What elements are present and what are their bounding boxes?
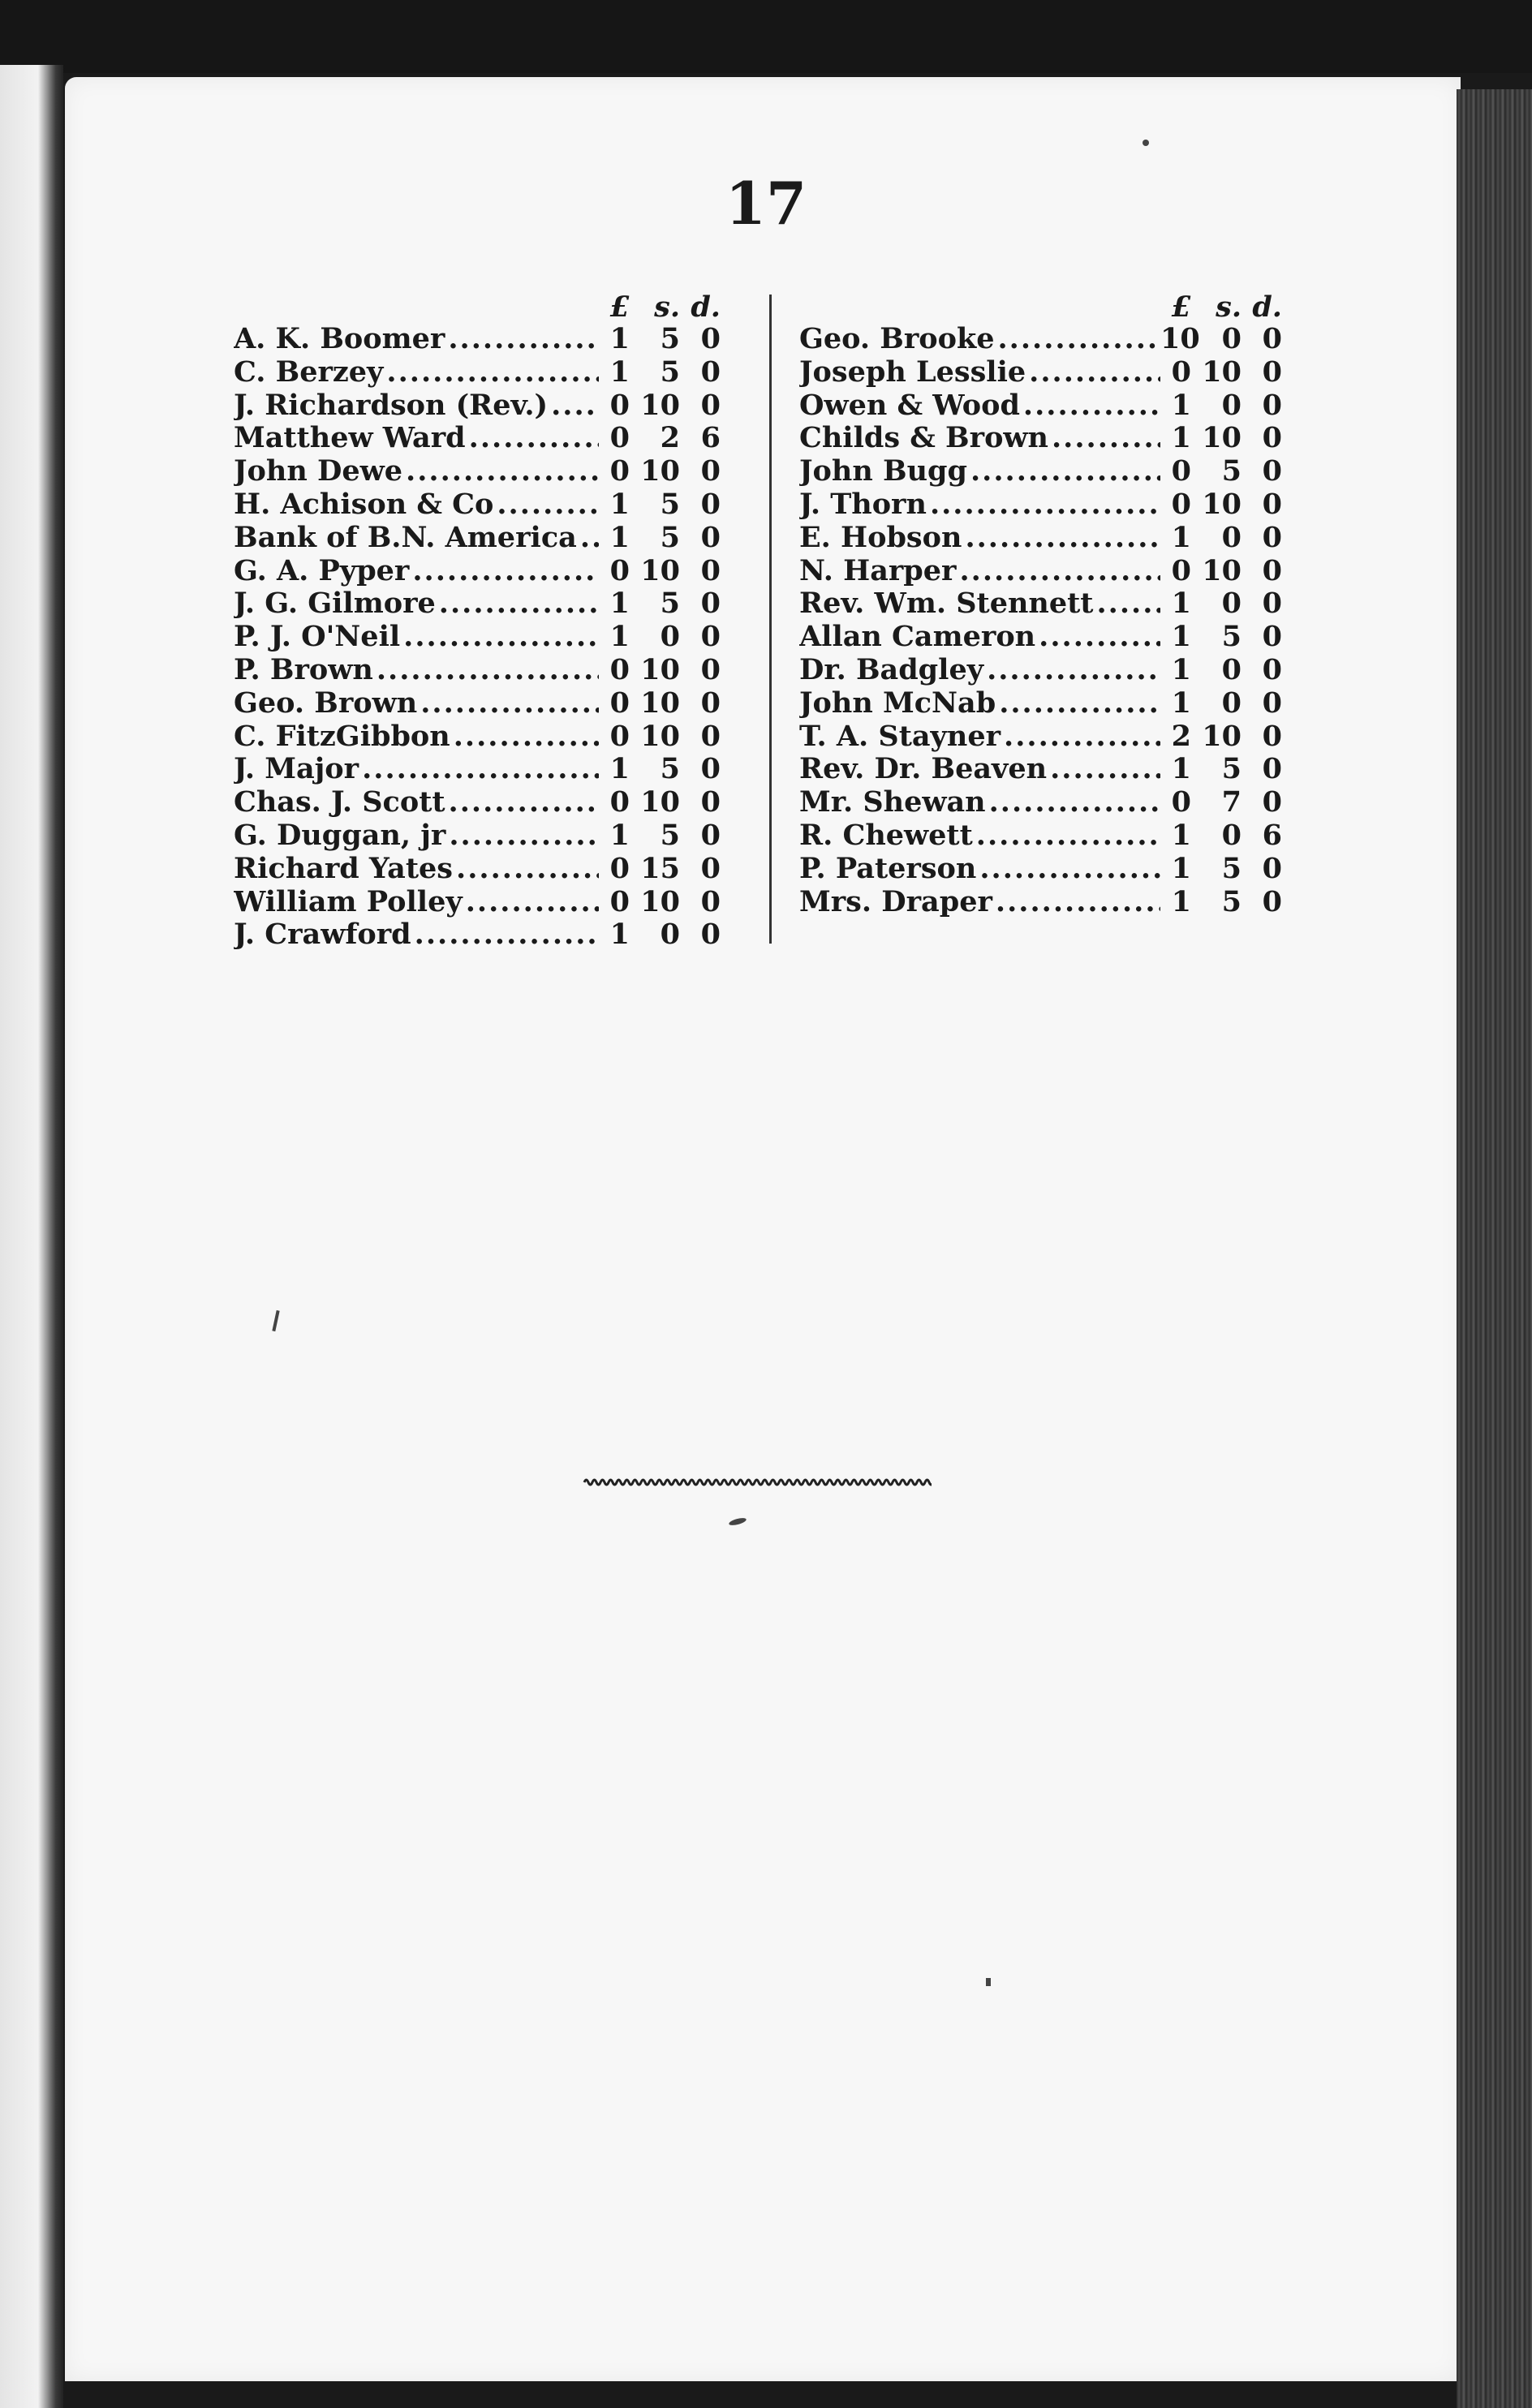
shillings-value: 10 (1202, 355, 1242, 389)
shillings-value: 0 (660, 918, 680, 952)
subscriber-name: Joseph Lesslie ..... (799, 356, 1160, 389)
pence-value: 0 (700, 487, 721, 521)
list-item (234, 323, 721, 356)
list-item (234, 422, 721, 455)
list-item (799, 522, 1282, 555)
pounds-value: 0 (609, 553, 630, 587)
list-item (799, 853, 1282, 886)
shillings-value: 10 (1202, 719, 1242, 753)
pounds-value: 1 (1171, 388, 1191, 422)
subscriber-name: H. Achison & Co ..... (234, 488, 599, 522)
list-item (799, 886, 1282, 919)
pence-value: 0 (700, 884, 721, 918)
pence-header: d. (1252, 290, 1282, 324)
pounds-value: 1 (1171, 884, 1191, 918)
shillings-value: 5 (1221, 454, 1242, 488)
shillings-value: 10 (640, 652, 680, 686)
shillings-value: 10 (640, 785, 680, 819)
page-number: 17 (725, 169, 807, 238)
pence-value: 0 (700, 388, 721, 422)
pence-value: 0 (1262, 752, 1282, 786)
ornamental-rule (583, 1470, 932, 1494)
shillings-value: 10 (640, 686, 680, 720)
shillings-value: 0 (1221, 652, 1242, 686)
subscriber-name: Childs & Brown ..... (799, 422, 1160, 455)
subscriber-name: R. Chewett ..... (799, 819, 1160, 853)
pence-value: 0 (1262, 355, 1282, 389)
pounds-value: 0 (609, 719, 630, 753)
shillings-value: 5 (660, 322, 680, 355)
pence-value: 0 (700, 785, 721, 819)
list-item (234, 853, 721, 886)
column-divider (769, 295, 772, 944)
shillings-value: 5 (660, 818, 680, 852)
pence-value: 0 (700, 719, 721, 753)
shillings-value: 15 (640, 851, 680, 885)
subscriber-name: J. Crawford ..... (234, 918, 599, 952)
shillings-value: 10 (640, 884, 680, 918)
pounds-value: 0 (609, 454, 630, 488)
pounds-value: 1 (609, 487, 630, 521)
pounds-value: 1 (609, 620, 630, 654)
subscriber-name: Mr. Shewan ..... (799, 786, 1160, 819)
pounds-value: 2 (1171, 719, 1191, 753)
pounds-value: 1 (1171, 652, 1191, 686)
shillings-value: 5 (660, 355, 680, 389)
list-item (799, 819, 1282, 853)
subscriber-name: C. FitzGibbon ..... (234, 720, 599, 754)
shillings-value: 0 (1221, 520, 1242, 554)
pence-value: 0 (1262, 454, 1282, 488)
pence-value: 0 (700, 752, 721, 786)
pence-value: 0 (1262, 620, 1282, 654)
subscriber-name: John McNab ..... (799, 687, 1160, 720)
shillings-value: 5 (1221, 884, 1242, 918)
shillings-value: 5 (660, 752, 680, 786)
pounds-value: 1 (1171, 421, 1191, 455)
list-item (234, 488, 721, 522)
pounds-value: 1 (609, 918, 630, 952)
pounds-value: 0 (1171, 355, 1191, 389)
list-item (799, 323, 1282, 356)
list-item (234, 786, 721, 819)
shillings-value: 10 (1202, 553, 1242, 587)
subscriber-name: C. Berzey ..... (234, 356, 599, 389)
subscriber-name: P. Brown ..... (234, 654, 599, 687)
subscriber-name: Mrs. Draper ..... (799, 886, 1160, 919)
pounds-value: 0 (1171, 454, 1191, 488)
list-item (234, 918, 721, 952)
subscriber-name: Rev. Dr. Beaven ..... (799, 753, 1160, 786)
list-item (799, 753, 1282, 786)
pence-value: 0 (700, 520, 721, 554)
subscriber-name: G. A. Pyper ..... (234, 555, 599, 588)
pounds-value: 0 (609, 421, 630, 455)
subscriber-name: G. Duggan, jr ..... (234, 819, 599, 853)
shillings-value: 2 (660, 421, 680, 455)
list-item (234, 522, 721, 555)
subscriber-name: Bank of B.N. America ..... (234, 522, 599, 555)
pounds-value: 10 (1160, 322, 1200, 355)
subscriber-name: A. K. Boomer ..... (234, 323, 599, 356)
pounds-value: 0 (609, 388, 630, 422)
shillings-value: 7 (1221, 785, 1242, 819)
subscriber-name: E. Hobson ..... (799, 522, 1160, 555)
scan-background (0, 0, 1532, 73)
subscriber-name: J. Major ..... (234, 753, 599, 786)
shillings-value: 10 (640, 553, 680, 587)
subscriber-name: Allan Cameron ..... (799, 621, 1160, 654)
list-item (234, 587, 721, 621)
shillings-value: 0 (1221, 587, 1242, 621)
list-item (234, 687, 721, 720)
list-item (799, 488, 1282, 522)
shillings-value: 5 (660, 587, 680, 621)
pence-value: 0 (1262, 785, 1282, 819)
pounds-value: 0 (1171, 785, 1191, 819)
list-item (799, 389, 1282, 423)
shillings-header: s. (654, 290, 680, 324)
subscriber-name: J. Richardson (Rev.) ..... (234, 389, 599, 423)
list-item (234, 455, 721, 488)
pounds-value: 1 (1171, 520, 1191, 554)
list-item (799, 555, 1282, 588)
pence-value: 0 (700, 553, 721, 587)
pounds-value: 0 (609, 851, 630, 885)
pounds-value: 1 (609, 355, 630, 389)
pounds-header: £ (1171, 290, 1191, 324)
shillings-value: 0 (1221, 388, 1242, 422)
pence-value: 0 (1262, 553, 1282, 587)
shillings-value: 10 (1202, 487, 1242, 521)
facing-page-edge (0, 65, 63, 2408)
pence-value: 0 (700, 918, 721, 952)
subscriber-name: Richard Yates ..... (234, 853, 599, 886)
list-item (799, 786, 1282, 819)
pounds-header: £ (609, 290, 630, 324)
pence-value: 0 (700, 355, 721, 389)
subscriber-name: J. Thorn ..... (799, 488, 1160, 522)
column-header (799, 292, 1282, 323)
list-item (799, 422, 1282, 455)
subscriber-name: Dr. Badgley ..... (799, 654, 1160, 687)
pence-value: 0 (1262, 587, 1282, 621)
subscriber-name: Geo. Brooke ..... (799, 323, 1160, 356)
pounds-value: 1 (609, 752, 630, 786)
shillings-value: 10 (1202, 421, 1242, 455)
book-page-edges (1457, 89, 1532, 2408)
shillings-value: 0 (1221, 818, 1242, 852)
pence-value: 0 (1262, 652, 1282, 686)
list-item (234, 356, 721, 389)
subscriber-name: John Bugg ..... (799, 455, 1160, 488)
pence-value: 0 (1262, 487, 1282, 521)
pence-value: 0 (700, 454, 721, 488)
pence-value: 0 (700, 818, 721, 852)
list-item (799, 455, 1282, 488)
pounds-value: 1 (1171, 620, 1191, 654)
list-item (234, 886, 721, 919)
list-item (234, 720, 721, 754)
subscriber-name: William Polley ..... (234, 886, 599, 919)
list-item (234, 819, 721, 853)
subscriber-name: T. A. Stayner ..... (799, 720, 1160, 754)
pence-value: 0 (1262, 322, 1282, 355)
pounds-value: 0 (609, 884, 630, 918)
pence-value: 0 (700, 851, 721, 885)
list-item (234, 555, 721, 588)
shillings-value: 5 (660, 487, 680, 521)
subscriber-name: N. Harper ..... (799, 555, 1160, 588)
list-item (234, 753, 721, 786)
shillings-value: 5 (1221, 752, 1242, 786)
pounds-value: 0 (609, 652, 630, 686)
shillings-value: 5 (1221, 620, 1242, 654)
pounds-value: 1 (609, 818, 630, 852)
list-item (234, 654, 721, 687)
pence-value: 6 (1262, 818, 1282, 852)
list-item (799, 356, 1282, 389)
subscriber-column-left (234, 292, 721, 952)
pence-value: 0 (1262, 884, 1282, 918)
shillings-value: 0 (660, 620, 680, 654)
subscriber-name: Owen & Wood ..... (799, 389, 1160, 423)
pence-value: 0 (1262, 388, 1282, 422)
subscriber-column-right (799, 292, 1282, 918)
subscriber-name: John Dewe ..... (234, 455, 599, 488)
pounds-value: 1 (1171, 686, 1191, 720)
list-item (799, 720, 1282, 754)
pounds-value: 0 (609, 686, 630, 720)
speck (1143, 140, 1149, 146)
pence-value: 0 (700, 652, 721, 686)
subscriber-name: Matthew Ward ..... (234, 422, 599, 455)
pence-value: 0 (700, 587, 721, 621)
list-item (799, 621, 1282, 654)
pence-value: 0 (1262, 851, 1282, 885)
pence-value: 0 (700, 686, 721, 720)
shillings-value: 5 (660, 520, 680, 554)
shillings-value: 10 (640, 454, 680, 488)
pounds-value: 0 (1171, 487, 1191, 521)
shillings-value: 10 (640, 719, 680, 753)
pounds-value: 1 (609, 322, 630, 355)
shillings-header: s. (1216, 290, 1242, 324)
shillings-value: 0 (1221, 686, 1242, 720)
subscriber-name: Geo. Brown ..... (234, 687, 599, 720)
subscriber-name: P. J. O'Neil ..... (234, 621, 599, 654)
pence-value: 0 (1262, 719, 1282, 753)
list-item (234, 389, 721, 423)
pence-header: d. (691, 290, 721, 324)
subscriber-name: Rev. Wm. Stennett ..... (799, 587, 1160, 621)
speck (986, 1978, 991, 1986)
pence-value: 6 (700, 421, 721, 455)
pounds-value: 1 (1171, 851, 1191, 885)
list-item (234, 621, 721, 654)
pounds-value: 0 (609, 785, 630, 819)
pence-value: 0 (1262, 421, 1282, 455)
column-header (234, 292, 721, 323)
pounds-value: 1 (609, 520, 630, 554)
pounds-value: 1 (1171, 752, 1191, 786)
pence-value: 0 (1262, 686, 1282, 720)
pence-value: 0 (700, 620, 721, 654)
pounds-value: 1 (1171, 587, 1191, 621)
pounds-value: 0 (1171, 553, 1191, 587)
list-item (799, 654, 1282, 687)
pence-value: 0 (1262, 520, 1282, 554)
subscriber-name: Chas. J. Scott ..... (234, 786, 599, 819)
list-item (799, 687, 1282, 720)
shillings-value: 5 (1221, 851, 1242, 885)
pence-value: 0 (700, 322, 721, 355)
list-item (799, 587, 1282, 621)
subscriber-name: J. G. Gilmore ..... (234, 587, 599, 621)
pounds-value: 1 (609, 587, 630, 621)
subscriber-name: P. Paterson ..... (799, 853, 1160, 886)
shillings-value: 10 (640, 388, 680, 422)
pounds-value: 1 (1171, 818, 1191, 852)
shillings-value: 0 (1221, 322, 1242, 355)
